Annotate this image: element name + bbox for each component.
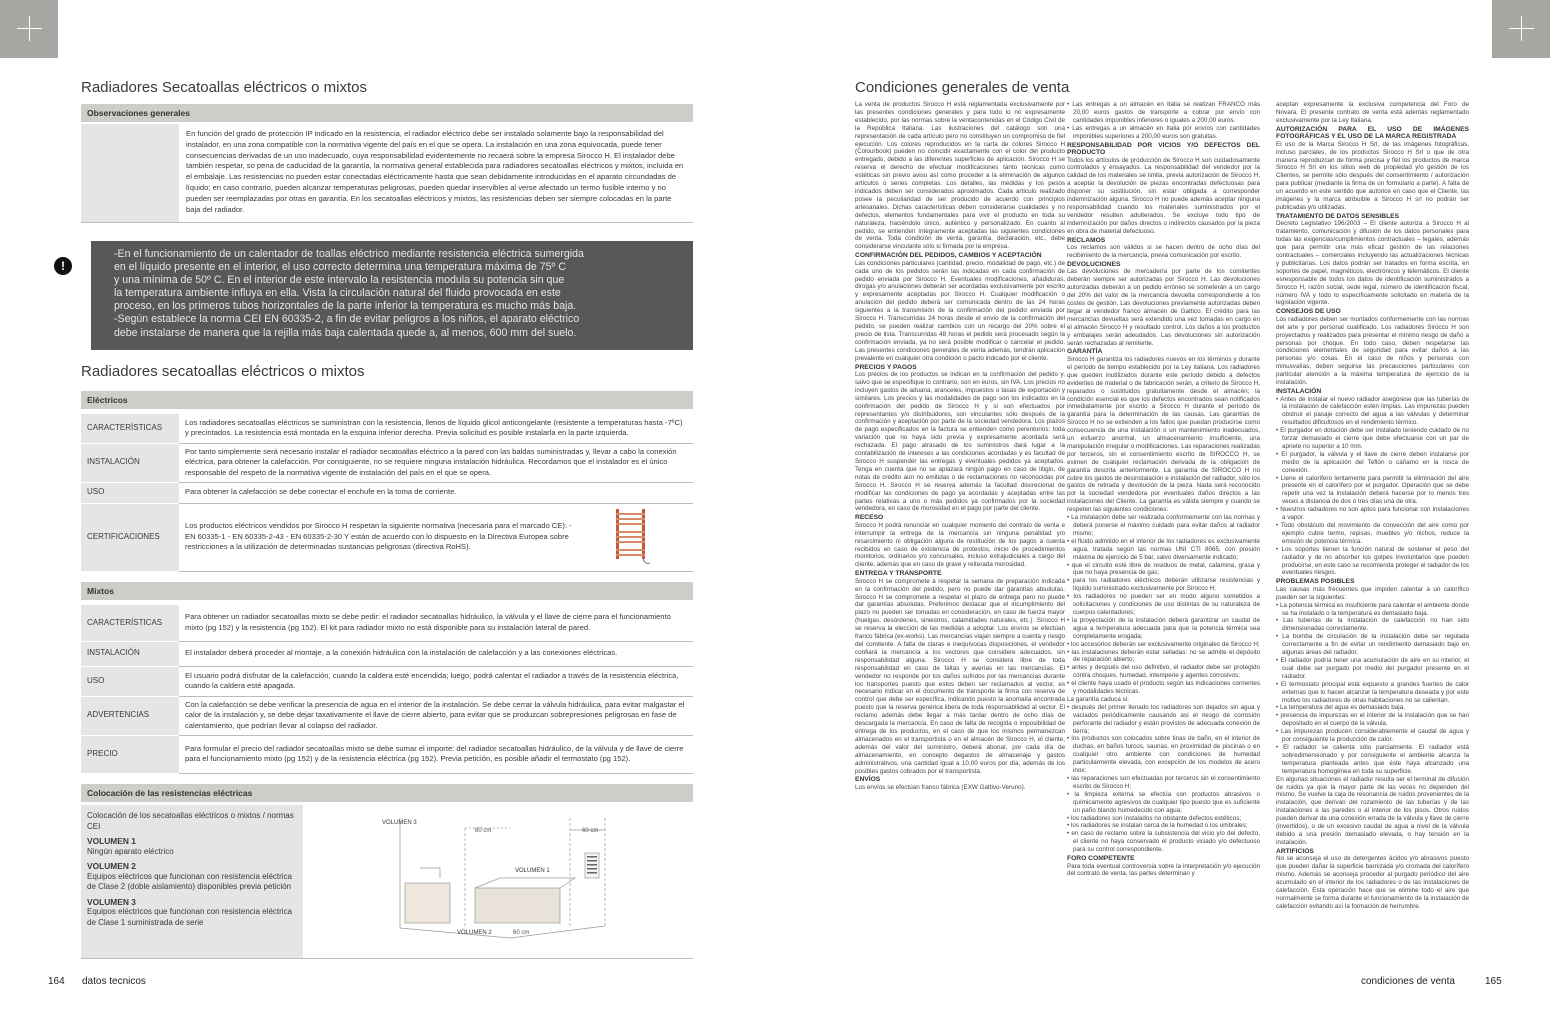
row-key: ADVERTENCIAS: [81, 696, 179, 735]
footer-label: datos tecnicos: [82, 976, 146, 987]
row-value: Los productos eléctricos vendidos por Sirocco H respetan la siguiente normativa (necesaria para el marcado CE): - EN 60335-1 - EN 60335-2-43 - EN 60335-2-30 Y están de acuerdo con lo dispuesto en la Directiva Europea sobre restricciones a la utilización de determinadas sustancias peligrosas (directiva RoHS).: [179, 503, 693, 571]
warning-line: en el líquido presente en el interior, el uso correcto determina una temperatura máxima de 75º C: [114, 261, 566, 274]
add-icon[interactable]: [0, 0, 58, 58]
obs-side-block: [81, 124, 179, 222]
volume-title: VOLUMEN 2: [87, 861, 136, 871]
row-value: Con la calefacción se debe verificar la presencia de agua en el interior de la instalación. Se debe cerrar la válvula hidráulica, para evitar malgastar el calor de la instalación y, se debe dejar taxativamente el llave de cierre abierto, para evitar que se produzcan sobrepresiones peligrosas en fase de calentamiento, que podrían llevar al colapso del radiador.: [179, 696, 693, 735]
section-bar-mixtos: Mixtos: [81, 582, 693, 600]
divider: [81, 222, 693, 223]
row-key: USO: [81, 666, 179, 696]
page-title: Radiadores Secatoallas eléctricos o mixtos: [81, 79, 367, 96]
volumes-legend: [81, 805, 303, 958]
towel-radiator-image: [612, 507, 652, 569]
page-number: 164: [48, 976, 65, 987]
conditions-column-2: • Las entregas a un almacén en Italia se realizan FRANCO más 20,00 euros gastos de transporte a cobrar por envío con cantidades imponibles inferiores o iguales a 200,00 euros. • Las entregas a un almacén en Italia por envíos con cantidades imponibles superiores a 200,00 euros son gratuitas. RESPONSABILIDAD POR VICIOS Y/O DEFECTOS DEL PRODUCTO Todos los artículos de producción de Sirocco H son cuidadosamente controlados y ensayados. La responsabilidad del vendedor por la calidad de los materiales se limita, previa autorización de Sirocco H, a aceptar la devolución de piezas encontradas defectuosas para disponer su sustitución, sin estar obligada a corresponder indemnización alguna. Sirocco H no puede además aceptar ninguna responsabilidad cuando los materiales suministrados por el vendedor resulten adulterados. Se excluye todo tipo de indemnización por daños directos o indirectos causados por la pieza en obra de material defectuoso. RECLAMOS Los reclamos son válidos si se hacen dentro de ocho días del recibimiento de la mercancía, previa comunicación por escrito. DEVOLUCIONES Las devoluciones de mercadería por parte de los comitentes deberán siempre ser autorizadas por Sirocco H. Las devoluciones autorizadas deberán a un pedido erróneo se someterán a un cargo del 20% del valor de la mercancía devuelta correspondiente a los costes de gestión. Las devoluciones previamente autorizadas deben llegar al vendedor franco almacén de Gattico. El crédito para las mercancías devueltas será extendido una vez tomadas en cargo en el almacén Sirocco H y resultado control. Los daños a los productos y embalajes serán adeudados. Las devoluciones sin autorización serán rechazadas al remitente. GARANTÍA Sirocco H garantiza los radiadores nuevos en los términos y durante el período de tiempo establecido por la Ley italiana. Los radiadores que queden inutilizados durante este período debido a defectos evidentes de material o de fabricación serán, a criterio de Sirocco H, reparados o sustituidos gratuitamente desde el almacén; la condición esencial es que los defectos encontrados sean notificados inmediatamente por escrito a Sirocco H durante el período de garantía para la determinación de las causas. Las garantías de Sirocco H no se extienden a los fallos que puedan producirse como consecuencia de una instalación o un mantenimiento inadecuados, un esfuerzo anormal, un almacenamiento insuficiente, una manipulación irregular o modificaciones. Las reparaciones realizadas por terceros, sin el consentimiento escrito de SIROCCO H, se eximen de cualquier reclamación derivada de la obligación de garantía descrita anteriormente. La garantía de SIROCCO H no cubre los gastos de desinstalación e instalación del radiador, sólo los gastos de retirada y devolución de la pieza. Nada será reconocido por la sociedad vendedora por eventuales daños directos a las instalaciones del Cliente. La garantía es válida siempre y cuando se respeten las siguientes condiciones: • La instalación debe ser realizada conformemente con las normas y deberá ponerse el máximo cuidado para evitar daños al radiador mismo; • el fluido admitido en el interior de los radiadores es exclusivamente agua, tratada según las normas UNI CTI 8065, con presión máxima de ejercicio de 5 bar, salvo diversamente indicado; • que el circuito esté libre de residuos de metal, calamina, grasa y que no haya presencia de gas; • para los radiadores eléctricos deberán utilizarse resistencias y líquido suministrado exclusivamente por Sirocco H; • los radiadores no pueden ser en modo alguno sometidos a solicitaciones y condiciones de uso distintas de su naturaleza de cuerpos calentadores; • la proyectación de la instalación deberá garantizar un caudal de agua a temperatura adecuada para que la potencia térmica sea completamente erogada; • los accesorios deberán ser exclusivamente originales de Sirocco H; • las instalaciones deberán estar selladas: no se admite el depósito de reparación abierto; • antes y después del uso definitivo, el radiador debe ser protegido contra choques, humedad, intemperie y agentes corrosivos; • el cliente haya usado el producto según las indicaciones corrientes y modalidades técnicas. La garantía caduca si: • después del primer llenado los radiadores son dejados sin agua y vaciados periódicamente causando así el riesgo de corrosión perforante del radiador y están provistos de adecuada conexión de tierra; • los productos son colocados sobre tinas de baño, en el interior de duchas, en baños turcos, saunas, en proximidad de piscinas o en cualquier otro ambiente con condiciones de humedad particularmente elevada, con excepción de los modelos de acero inox; • las reparaciones son efectuadas por terceros sin el consentimiento escrito de Sirocco H; • la limpieza externa se efectúa con productos abrasivos o químicamente agresivos de cualquier tipo puesto que es suficiente un paño blando humedecido con agua; • los radiadores son instalados no obstante defectos estéticos; • los radiadores se instalan cerca de la humedad o los umbrales; • en caso de reclamo sobre la subsistencia del vicio y/o del defecto, el cliente no haya conservado el producto viciado y/o defectuoso para su control correspondiente. FORO COMPETENTE Para toda eventual controversia sobre la interpretación y/o ejecución del contrato de venta, las partes determinan y: [1067, 101, 1260, 878]
table-row: [81, 443, 693, 482]
volume-title: VOLUMEN 1: [87, 836, 136, 846]
row-key: CARACTERÍSTICAS: [81, 414, 179, 443]
table-row: [81, 735, 693, 773]
diagram-label: VOLUMEN 2: [457, 930, 492, 936]
row-value: Para formular el precio del radiador secatoallas mixto se debe sumar el importe: del radiador secatoallas hidráulico, de la válvula y de llave de cierre para el funcionamiento mixto (pg 152) y de la resistencia eléctrica (pg 152). Previa petición, es posible añadir el termostato (pg 152).: [179, 735, 693, 773]
warning-box: [91, 241, 693, 350]
row-value: El usuario podrá disfrutar de la calefacción, cuando la caldera esté encendida; luego, podrá calentar el radiador a través de la resistencia eléctrica, cuando la caldera esté apagada.: [179, 666, 693, 696]
dimension-label: 60 cm: [582, 828, 599, 834]
footer-label: condiciones de venta: [1361, 976, 1455, 987]
table-row: [81, 503, 693, 571]
obs-text: En función del grado de protección IP indicado en la resistencia, el radiador eléctrico debe ser instalado solamente bajo la responsabilidad del instalador, en una zona compatible con la normativa vigente del país en el que se opera. La instalación en una zona equivocada, puede tener consecuencias derivadas de un uso inadecuado, cuya responsabilidad evidentemente no recaerá sobre la empresa Sirocco H. El instalador debe también respetar, so pena de caducidad de la garantía, la normativa general establecida para radiadores secatoallas eléctricos y mixtos, incluida en el embalaje. Las resistencias no pueden estar conectadas eléctricamente hasta que sean debidamente introducidas en el aparato circundadas de líquido; en caso contrario, pueden alcanzar temperaturas peligrosas, pueden quedar inservibles al verse afectado un termo fusible interno y no pueden ser reemplazadas por otras en garantía. En los secatoallas eléctricos y mixtos, las resistencias deben ser siempre colocadas en la parte baja del radiador.: [186, 129, 684, 214]
table-row: [81, 482, 693, 503]
table-row: [81, 666, 693, 696]
volume-text: Ningún aparato eléctrico: [87, 846, 174, 856]
bathroom-volumes-diagram: [360, 808, 620, 943]
page-title: Condiciones generales de venta: [855, 79, 1070, 96]
warning-line: debe instalarse de manera que la rejilla más baja calentada quede a, al menos, 600 mm del suelo.: [114, 326, 577, 339]
section-bar-observaciones: Observaciones generales: [81, 104, 693, 122]
legend-intro: Colocación de los secatoallas eléctricos o mixtos / normas CEI: [87, 811, 294, 831]
table-row: [81, 641, 693, 666]
dimension-label: 60 cm: [513, 930, 530, 936]
volume-title: VOLUMEN 3: [87, 896, 136, 907]
row-value: Para obtener un radiador secatoallas mixto se debe pedir: el radiador secatoallas hidráulico, la válvula y el llave de cierre para el funcionamiento mixto (pg 152) y la resistencia (pg 152). El kit para radiador mixto no está disponible para su instalación lateral de pared.: [179, 605, 693, 641]
add-icon[interactable]: [1492, 0, 1550, 58]
row-key: CERTIFICACIONES: [81, 503, 179, 571]
dimension-label: 60 cm: [475, 828, 492, 834]
section-bar-electricos: Eléctricos: [81, 391, 693, 409]
electricos-table: [81, 414, 693, 572]
warning-line: y una mínima de 50º C. En el interior de este intervalo la resistencia modula su potencia sin que: [114, 274, 565, 287]
diagram-label: VOLUMEN 1: [515, 868, 550, 874]
table-row: [81, 414, 693, 443]
divider: [81, 958, 693, 959]
row-key: INSTALACIÓN: [81, 443, 179, 482]
row-value: Los radiadores secatoallas eléctricos se suministran con la resistencia, llenos de líquido glicol anticongelante (resistente a temperaturas hasta -7ºC) y precintados. La resistencia está montada en la esquina inferior derecha. Previa solicitud es posible instalarla en la parte izquierda.: [179, 414, 693, 443]
warning-line: -En el funcionamiento de un calentador de toallas eléctrico mediante resistencia eléctrica sumergida: [114, 248, 584, 260]
row-value: El instalador deberá proceder al montaje, a la conexión hidráulica con la instalación de calefacción y a las conexiones eléctricas.: [179, 641, 693, 666]
row-key: CARACTERÍSTICAS: [81, 605, 179, 641]
volume-text: Equipos eléctricos que funcionan con resistencia eléctrica de Clase 2 (doble aislamiento) disponibles previa petición: [87, 871, 293, 891]
diagram-label: VOLUMEN 3: [382, 820, 417, 826]
section-bar-colocacion: Colocación de las resistencias eléctricas: [81, 784, 693, 802]
table-row: [81, 605, 693, 641]
section-title: Radiadores secatoallas eléctricos o mixtos: [81, 363, 365, 380]
mixtos-table: [81, 605, 693, 774]
warning-line: proceso, en los primeros tubos horizontales de la parte inferior la temperatura es mucho más baja.: [114, 300, 577, 313]
row-key: USO: [81, 482, 179, 503]
row-value: Para obtener la calefacción se debe conectar el enchufe en la toma de corriente.: [179, 482, 693, 503]
page-number: 165: [1485, 976, 1502, 987]
warning-line: -Según establece la norma CEI EN 60335-2, a fin de evitar peligros a los niños, el aparato eléctrico: [114, 313, 580, 326]
table-row: [81, 696, 693, 735]
warning-line: la temperatura ambiente influya en ella. Vista la circulación natural del fluido provocada en este: [114, 287, 561, 300]
conditions-column-1: La venta de productos Sirocco H está reglamentada exclusivamente por las presentes condiciones generales y para todo lo no expresamente establecido, por las normas sobre la ventacontenidas en el Código Civil de la República Italiana. Las ilustraciones del catálogo son una representación de cada artículo pero no constituyen un compromiso de fiel ejecución. Los colores reproducidos en la carta de colores Sirocco H (Colourbook) pueden no coincidir exactamente con el color del producto entregado, debido a las diferentes superficies de aplicación. Sirocco H se reserva el derecho de efectuar modificaciones tanto técnicas como estéticas sin previo aviso así como proceder a la eliminación de algunos artículos o series completas. Los detalles, las medidas y los pesos indicados deben ser considerados aproximados. Cada artículo realizado posee la peculiaridad de ser producido de acuerdo con principios artesanales. Dichas características deben considerarse cualidades y no defectos, elementos fundamentales para vivir el producto en toda su naturaleza, haciéndolo único, auténtico y personalizado. En cuanto al pedido, se entienden íntegramente aceptadas las siguientes condiciones de venta. Toda condición de venta, garantía, declaración, etc., debe considerarse vinculante sólo si firmada por la empresa. CONFIRMACIÓN DEL PEDIDOS, CAMBIOS Y ACEPTACIÓN Las condiciones particulares (cantidad, precio, modalidad de pago, etc.) de cada uno de los pedidos serán las indicadas en cada confirmación de pedido enviada por Sirocco H. Eventuales modificaciones, añadiduras, dirogas y/o anulaciones deberán ser acordadas exclusivamente por escrito y expresamente aceptadas por Sirocco H. Cualquier modificación o anulación del pedido deberá ser comunicada dentro de las 24 horas siguientes a la transmisión de la confirmación del pedido enviada por Sirocco H. Transcurridas 24 horas desde el envío de la confirmación del pedido, se pueden realizar cambios con un recargo del 20% sobre el precio de lista. Transcurridas 48 horas el pedido será procesado según la confirmación enviada, ya no será posible modificar o cancelar el pedido. Las presentes condiciones generales de venta además, tendrán aplicación prevalente en cualquier otra condición o pacto indicado por el cliente. PRECIOS Y PAGOS Los precios de los productos se indican en la confirmación del pedido y, salvo que se especifique lo contrario, son en euros, sin IVA. Los precios no incluyen gastos de aduana, aranceles, impuestos o tasas de exportación y similares. Los precios y las modalidades de pago son los indicados en la confirmación del pedido de Sirocco H y si son efectuados por representantes y/o distribuidores, son vinculantes sólo después de la confirmación y aceptación por parte de la sociedad vendedora. Los plazos de pago especificados en la factura se entienden como perentorios: toda variación que no haya sido previa y expresamente acordada será rechazada. El pago atrasado de los suministros dará lugar a la contabilización de intereses a las condiciones acordadas y es facultad de Sirocco H suspender las entregas y eventuales pedidos ya aceptados. Tenga en cuenta que no se aplazará ningún pago en caso de litigio, de notas de crédito aún no emitidas o de reclamaciones no reconocidas por Sirocco H. Sirocco H se reserva además la facultad discrecional de modificar las condiciones de pago ya acordadas y aceptadas entre las partes relativas a uno o más pedidos ya confirmados por la sociedad vendedora, en caso de morosidad en el pago por parte del cliente. RECESO Sirocco H podrá renunciar en cualquier momento del contrato de venta e interrumpir la entrega de la mercancía sin ninguna penalidad y/o resarcimiento ni obligación alguna de restitución de los pagos a cuenta recibidos en caso de existencia de protestos, inicio de procedimientos monitorios, ordinarios y/o concursales, incluso extrajudiciales a cargo del cliente, además que en caso de grave y reiterada morosidad. ENTREGA Y TRANSPORTE Sirocco H se compromete a respetar la semana de preparación indicada en la confirmación del pedido, pero no puede dar garantías absolutas. Sirocco H se compromete a respetar el plazo de entrega pero no puede dar garantías absolutas. Preferimos destacar que el incumplimiento del plazo no pueden ser tomadas en consideración, en caso de fuerza mayor (huelgas, desórdenes, siniestros, calamidades naturales, etc.). Sirocco H se reserva la elección de las medidas a adoptar. Los envíos se efectúan franco fábrica (ex-works). Las mercancías viajan siempre a cuenta y riesgo del comitente. A falta de claras e inequívocas disposiciones, el vendedor confiará la mercancía a los vectores que considere adecuados, sin responsabilidad alguna. Sirocco H se considera libre de toda responsabilidad en caso de faltas y averías en las mercancías. El vendedor no responde por los daños sufridos por las mercancías durante los transportes puesto que estos deben ser reclamados al vector, es necesario indicar en el documento de transporte la firma con reserva de control que debe ser específica, indicando puesto la anomalía encontrada puesto que la reserva genérica libera de toda responsabilidad al vector. El reclamo además debe llegar a más tardar dentro de ocho días de descargada la mercancía. En caso de falta de recogida o imposibilidad de entrega de los productos, en el caso de que los mismos permanezcan almacenados en el transportista o en el almacén de Sirocco H, el cliente, además del valor del suministro, deberá abonar, por cada día de almacenamiento, en concepto degastos de almacenaje y gastos administrativos, una cantidad igual a 10,00 euros por día, además de los posibles gastos cobrados por el transportista. ENVÍOS Los envíos se efectúan franco fábrica (EXW Gattivo-Veruno).: [855, 101, 1065, 791]
warning-icon: !: [54, 257, 72, 275]
row-value: Por tanto simplemente será necesario instalar el radiador secatoallas eléctrico a la pared con las baldas suministradas y, llevar a cabo la conexión eléctrica, para obtener la calefacción. Por consiguiente, no se requiere ninguna instalación hidráulica. Recordamos que el instalador es el único responsable del respeto de la normativa vigente de instalación del país en el que se opera.: [179, 443, 693, 482]
volume-text: Equipos eléctricos que funcionan con resistencia eléctrica de Clase 1 suministrada de serie: [87, 907, 293, 927]
row-key: PRECIO: [81, 735, 179, 773]
row-key: INSTALACIÓN: [81, 641, 179, 666]
conditions-column-3: aceptan expresamente la exclusiva competencia del Foro de Novara. El presente contrato de venta está además reglamentado exclusivamente por la Ley Italiana. AUTORIZACIÓN PARA EL USO DE IMÁGENES FOTOGRÁFICAS Y EL USO DE LA MARCA REGISTRADA El uso de la Marca Sirocco H Srl, de las imágenes fotográficas, incluso parciales, de los productos Sirocco H Srl o que de otra manera reproduzcan de forma precisa y fiel los productos de marca Sirocco H Srl en los sitios web de propiedad y/o gestión de los Clientes, se permite sólo después del consentimiento / autorización para publicar (mediante la firma de un formulario a parte). A falta de un acuerdo en este sentido que autorice en caso que el Cliente, las imágenes y la marca atribuible a Sirocco H srl no podrán ser publicadas y/o utilizadas. TRATAMIENTO DE DATOS SENSIBLES Decreto Legislativo 196/2003 – El cliente autoriza a Sirocco H al tratamiento, comunicación y difusión de los datos personales para todas las exigencias/cumplimientos contractuales – legales, además que para permitir una más eficaz gestión de las relaciones contractuales – comerciales incluyendo las actualizaciones técnicas y publicitarias. Los datos podrán ser tratados en forma escrita, en soportes de papel, magnéticos, electrónicos y telemáticos. El cliente esresponsable de todos los datos de identificación suministrados a Sirocco H, razón social, sede legal, número de identificación fiscal, número IVA y todo lo específicamente solicitado en materia de la legislación vigente. CONSEJOS DE USO Los radiadores deben ser montados conformemente con las normas del arte y por personal cualificado. Los radiadores Sirocco H son proyectados y realizados para presentar el mínimo riesgo de daño a personas por choque. En todo caso, deben respetarse las condiciones elementales de seguridad para evitar daños a las personas y/o cosas. En el caso de niños y personas con minusvalías, deben seguirse las precauciones particulares con particular atención a la máxima temperatura de ejercicio de la instalación. INSTALACIÓN • Antes de instalar el nuevo radiador asegúrese que las tuberías de la instalación de calefacción estén limpias. Las impurezas pueden obstruir el pasaje correcto del agua a las válvulas y determinar resultados dificultosos en el rendimiento térmico. • El purgador en dotación debe ser instalado teniendo cuidado de no forzar demasiado el cierre que debe efectuarse con un par de apriete no superior a 10 mm. • El purgador, la válvula y el llave de cierre deben instalarse por medio de la aplicación del Teflón o cáñamo en la rosca de conexión. • Llene el calorífero lentamente para permitir la eliminación del aire presente en el calorífero por el purgador. Operación que se debe repetir una vez la instalación deberá hacerse por lo menos tres veces a distancia de dos o tres días una de otra. • Nuestros radiadores no son aptos para funcionar con instalaciones a vapor. • Todo obstáculo del movimiento de convección del aire como por ejemplo cubre termo, repisas, muebles y/o nichos, reduce la emisión de potencia térmica. • Los soportes tienen la función natural de sostener el peso del radiador y de no absorber los golpes involuntarios que pueden producirse, en este caso se recomienda proteger el radiador de los eventuales riesgos. PROBLEMAS POSIBLES Las causas más frecuentes que impiden calentar a un calorífico pueden ser la siguientes: • La potencia térmica es insuficiente para calentar el ambiente donde se ha instalado o la temperatura es demasiado baja. • Las tuberías de la instalación de calefacción no han sido dimensionadas correctamente. • La bomba de circulación de la instalación debe ser regulada correctamente a fin de evitar un rendimiento demasiado bajo en algunas áreas del radiador. • El radiador podría tener una acumulación de aire en su interior, el cual debe ser purgado por medio del purgador presente en el radiador. • El termostato principal está expuesto a grandes fuentes de calor externas que lo hacen alcanzar la temperatura deseada y por este motivo los radiadores de otras habitaciones no se calientan. • La temperatura del agua es demasiado baja. • presencia de impurezas en el interior de la instalación que se han depositado en el cuerpo de la válvula. • Las impurezas producen considerablemente el caudal de agua y por consiguiente la producción de calor. • El radiador se calienta sólo parcialmente. El radiador está sobredimensionado y por consiguiente el ambiente alcanza la temperatura planteada antes que éste haya alcanzado una temperatura homogénea en toda su superficie. En algunas situaciones el radiador resulta ser el terminal de difusión de ruidos ya que la mayor parte de las veces no dependen del mismo. Se vuelve la caja de resonancia de ruidos provenientes de la instalación, que derivan del rozamiento de las tuberías y de las instalaciones a las paredes o al interior de los pisos. Otros ruidos pueden derivar de una conexión errada de la válvula y llave de cierre (invertidos), o de un excesivo caudal de agua a nivel de la válvula debido a una presión demasiado elevada, o hay tensión en la instalación. ARTIFICIOS No se aconseja el uso de detergentes ácidos y/o abrasivos puesto que pueden dañar la superficie barnizada y/o cromada del calorífero mismo. Además se aconseja proceder al purgado periódico del aire acumulado en el interior de los radiadores o de las instalaciones de calefacción. Esta operación hace que se elimine todo el aire que normalmente se forma durante el funcionamiento de la instalación de calefacción evitando así la formación de herrumbre.: [1276, 101, 1469, 911]
